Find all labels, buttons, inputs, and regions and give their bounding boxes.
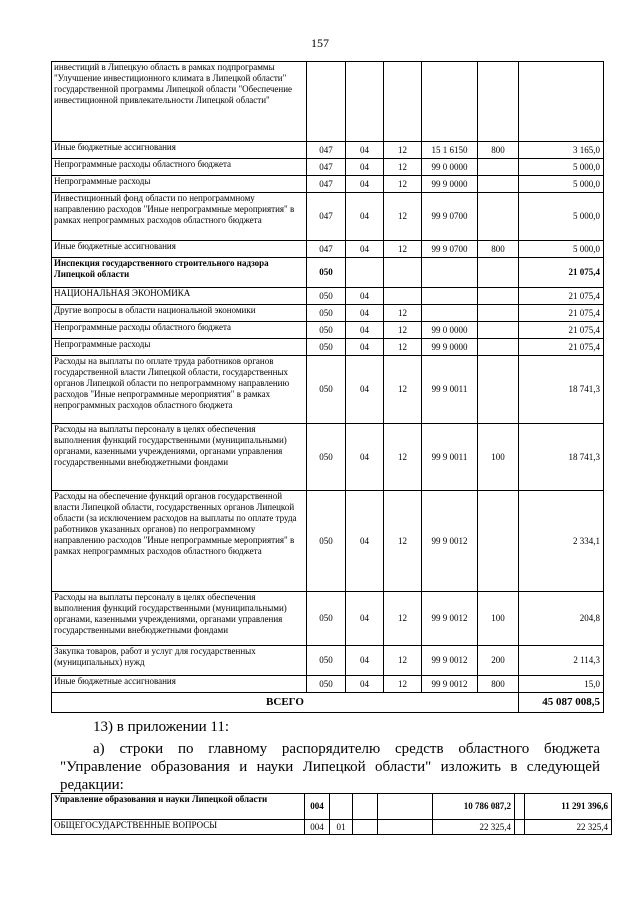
row-subsection: 12 xyxy=(384,339,422,356)
row-amount: 21 075,4 xyxy=(519,339,604,356)
row-section: 04 xyxy=(346,322,384,339)
table-row xyxy=(52,159,604,176)
row-target-article: 99 9 0000 xyxy=(422,176,478,193)
row-name: Непрограммные расходы областного бюджета xyxy=(52,159,307,176)
row-section: 04 xyxy=(346,424,384,491)
row-admin-code: 050 xyxy=(307,592,346,646)
page-number: 157 xyxy=(311,36,329,50)
total-row xyxy=(52,693,604,713)
row-target-article: 99 9 0011 xyxy=(422,356,478,424)
row-amount-year-2: 11 291 396,6 xyxy=(525,794,612,820)
row-amount: 18 741,3 xyxy=(519,424,604,491)
row-subsection xyxy=(384,288,422,305)
row-subsection: 12 xyxy=(384,322,422,339)
row-target-article xyxy=(422,258,478,288)
row-expense-type xyxy=(478,339,519,356)
row-target-article: 99 9 0012 xyxy=(422,676,478,693)
row-target-article xyxy=(422,305,478,322)
row-target-article xyxy=(422,288,478,305)
row-amount-year-1: 10 786 087,2 xyxy=(433,794,515,820)
table-row xyxy=(52,142,604,159)
row-expense-type: 200 xyxy=(478,646,519,676)
table-row xyxy=(52,258,604,288)
row-amount: 21 075,4 xyxy=(519,305,604,322)
table-row xyxy=(52,241,604,258)
table-row xyxy=(52,424,604,491)
row-expense-type xyxy=(515,794,525,820)
row-expense-type: 100 xyxy=(478,424,519,491)
row-amount: 2 114,3 xyxy=(519,646,604,676)
row-target-article: 15 1 6150 xyxy=(422,142,478,159)
row-admin-code: 050 xyxy=(307,288,346,305)
row-expense-type xyxy=(478,288,519,305)
row-amount xyxy=(519,62,604,142)
row-expense-type xyxy=(478,62,519,142)
total-value: 45 087 008,5 xyxy=(519,693,604,713)
row-admin-code: 050 xyxy=(307,258,346,288)
row-name: Инспекция государственного строительного надзора Липецкой области xyxy=(52,258,307,288)
row-target-article xyxy=(378,794,433,820)
row-name: Расходы на выплаты персоналу в целях обеспечения выполнения функций государственными (муниципальными) органами, казенными учреждениями, органами управления государственными внебюджетными фондами xyxy=(52,592,307,646)
row-target-article xyxy=(378,820,433,835)
row-expense-type: 100 xyxy=(478,592,519,646)
row-subsection: 12 xyxy=(384,142,422,159)
row-expense-type: 800 xyxy=(478,241,519,258)
total-label: ВСЕГО xyxy=(52,693,519,713)
row-amount: 3 165,0 xyxy=(519,142,604,159)
row-admin-code: 047 xyxy=(307,159,346,176)
row-name: Непрограммные расходы областного бюджета xyxy=(52,322,307,339)
row-target-article xyxy=(422,62,478,142)
row-name: Иные бюджетные ассигнования xyxy=(52,241,307,258)
row-subsection: 12 xyxy=(384,176,422,193)
row-amount: 5 000,0 xyxy=(519,176,604,193)
row-expense-type: 800 xyxy=(478,676,519,693)
table-row xyxy=(52,646,604,676)
row-target-article: 99 0 0000 xyxy=(422,322,478,339)
table-row xyxy=(52,676,604,693)
row-expense-type xyxy=(478,305,519,322)
row-amount: 18 741,3 xyxy=(519,356,604,424)
table-row xyxy=(52,62,604,142)
row-amount: 5 000,0 xyxy=(519,159,604,176)
row-target-article: 99 9 0000 xyxy=(422,339,478,356)
row-expense-type xyxy=(478,176,519,193)
row-subsection: 12 xyxy=(384,491,422,592)
row-expense-type xyxy=(478,258,519,288)
row-subsection: 12 xyxy=(384,159,422,176)
row-expense-type xyxy=(478,491,519,592)
row-target-article: 99 9 0012 xyxy=(422,592,478,646)
row-admin-code: 050 xyxy=(307,676,346,693)
row-subsection: 12 xyxy=(384,676,422,693)
row-name: Закупка товаров, работ и услуг для государственных (муниципальных) нужд xyxy=(52,646,307,676)
row-amount: 15,0 xyxy=(519,676,604,693)
row-target-article: 99 9 0011 xyxy=(422,424,478,491)
row-section: 04 xyxy=(346,241,384,258)
row-section: 01 xyxy=(330,820,353,835)
row-section: 04 xyxy=(346,176,384,193)
row-section: 04 xyxy=(346,356,384,424)
row-admin-code: 047 xyxy=(307,142,346,159)
table-row xyxy=(52,322,604,339)
row-expense-type: 800 xyxy=(478,142,519,159)
row-name: Непрограммные расходы xyxy=(52,339,307,356)
row-name: Расходы на выплаты персоналу в целях обеспечения выполнения функций государственными (муниципальными) органами, казенными учреждениями, органами управления государственными внебюджетными фондами xyxy=(52,424,307,491)
row-name: инвестиций в Липецкую область в рамках подпрограммы "Улучшение инвестиционного климата в Липецкой области" государственной программы Липецкой области "Обеспечение инвестиционной привлекательности Липецкой области" xyxy=(52,62,307,142)
row-admin-code: 050 xyxy=(307,491,346,592)
table-row xyxy=(52,491,604,592)
row-name: Непрограммные расходы xyxy=(52,176,307,193)
paragraph-item-13: 13) в приложении 11: xyxy=(93,719,230,735)
row-admin-code: 004 xyxy=(305,794,330,820)
row-target-article: 99 9 0700 xyxy=(422,193,478,241)
row-admin-code: 050 xyxy=(307,305,346,322)
table-row xyxy=(52,305,604,322)
row-section xyxy=(346,62,384,142)
row-admin-code: 004 xyxy=(305,820,330,835)
row-expense-type xyxy=(478,322,519,339)
education-table xyxy=(51,793,612,835)
row-amount: 204,8 xyxy=(519,592,604,646)
row-subsection: 12 xyxy=(384,193,422,241)
row-admin-code: 047 xyxy=(307,193,346,241)
row-target-article: 99 0 0000 xyxy=(422,159,478,176)
row-amount: 5 000,0 xyxy=(519,193,604,241)
row-subsection xyxy=(384,62,422,142)
row-name: Иные бюджетные ассигнования xyxy=(52,142,307,159)
row-subsection: 12 xyxy=(384,592,422,646)
row-section: 04 xyxy=(346,142,384,159)
row-subsection xyxy=(384,258,422,288)
row-admin-code: 050 xyxy=(307,339,346,356)
table-row xyxy=(52,193,604,241)
table-row xyxy=(52,339,604,356)
row-subsection: 12 xyxy=(384,646,422,676)
row-name: Расходы на обеспечение функций органов государственной власти Липецкой области, государственных органов Липецкой области (за исключением расходов на выплаты по оплате труда работников указанных органов) по непрограммному направлению расходов "Иные непрограммные мероприятия" в рамках непрограммных расходов областного бюджета xyxy=(52,491,307,592)
row-admin-code: 050 xyxy=(307,646,346,676)
row-admin-code: 047 xyxy=(307,176,346,193)
row-section: 04 xyxy=(346,491,384,592)
row-amount: 2 334,1 xyxy=(519,491,604,592)
row-name: Другие вопросы в области национальной экономики xyxy=(52,305,307,322)
row-name: ОБЩЕГОСУДАРСТВЕННЫЕ ВОПРОСЫ xyxy=(52,820,305,835)
row-target-article: 99 9 0700 xyxy=(422,241,478,258)
row-expense-type xyxy=(478,356,519,424)
row-amount: 21 075,4 xyxy=(519,258,604,288)
row-expense-type xyxy=(515,820,525,835)
paragraph-item-a: а) строки по главному распорядителю средств областного бюджета "Управление образования и науки Липецкой области" изложить в следующей редакции: xyxy=(60,741,600,793)
row-name: Иные бюджетные ассигнования xyxy=(52,676,307,693)
row-expense-type xyxy=(478,159,519,176)
row-amount: 5 000,0 xyxy=(519,241,604,258)
appropriations-table xyxy=(51,61,604,713)
row-section: 04 xyxy=(346,193,384,241)
row-name: Управление образования и науки Липецкой области xyxy=(52,794,305,820)
row-section: 04 xyxy=(346,305,384,322)
row-subsection xyxy=(353,820,378,835)
row-subsection: 12 xyxy=(384,241,422,258)
row-target-article: 99 9 0012 xyxy=(422,491,478,592)
row-subsection xyxy=(353,794,378,820)
table-row xyxy=(52,356,604,424)
row-amount: 21 075,4 xyxy=(519,322,604,339)
row-section: 04 xyxy=(346,159,384,176)
row-name: Расходы на выплаты по оплате труда работников органов государственной власти Липецкой области, государственных органов Липецкой области по непрограммному направлению расходов "Иные непрограммные мероприятия" в рамках непрограммных расходов областного бюджета xyxy=(52,356,307,424)
row-subsection: 12 xyxy=(384,424,422,491)
table-row xyxy=(52,176,604,193)
row-target-article: 99 9 0012 xyxy=(422,646,478,676)
row-admin-code: 050 xyxy=(307,322,346,339)
table-row xyxy=(52,288,604,305)
row-section: 04 xyxy=(346,676,384,693)
row-name: Инвестиционный фонд области по непрограммному направлению расходов "Иные непрограммные мероприятия" в рамках непрограммных расходов областного бюджета xyxy=(52,193,307,241)
row-amount-year-1: 22 325,4 xyxy=(433,820,515,835)
row-section: 04 xyxy=(346,592,384,646)
row-section: 04 xyxy=(346,646,384,676)
table-row xyxy=(52,820,612,835)
row-admin-code: 050 xyxy=(307,424,346,491)
row-subsection: 12 xyxy=(384,356,422,424)
row-section: 04 xyxy=(346,339,384,356)
table-row xyxy=(52,592,604,646)
row-expense-type xyxy=(478,193,519,241)
row-amount-year-2: 22 325,4 xyxy=(525,820,612,835)
row-section xyxy=(330,794,353,820)
row-name: НАЦИОНАЛЬНАЯ ЭКОНОМИКА xyxy=(52,288,307,305)
row-section: 04 xyxy=(346,288,384,305)
row-subsection: 12 xyxy=(384,305,422,322)
row-admin-code: 050 xyxy=(307,356,346,424)
row-admin-code: 047 xyxy=(307,241,346,258)
row-amount: 21 075,4 xyxy=(519,288,604,305)
row-section xyxy=(346,258,384,288)
row-admin-code xyxy=(307,62,346,142)
table-row xyxy=(52,794,612,820)
